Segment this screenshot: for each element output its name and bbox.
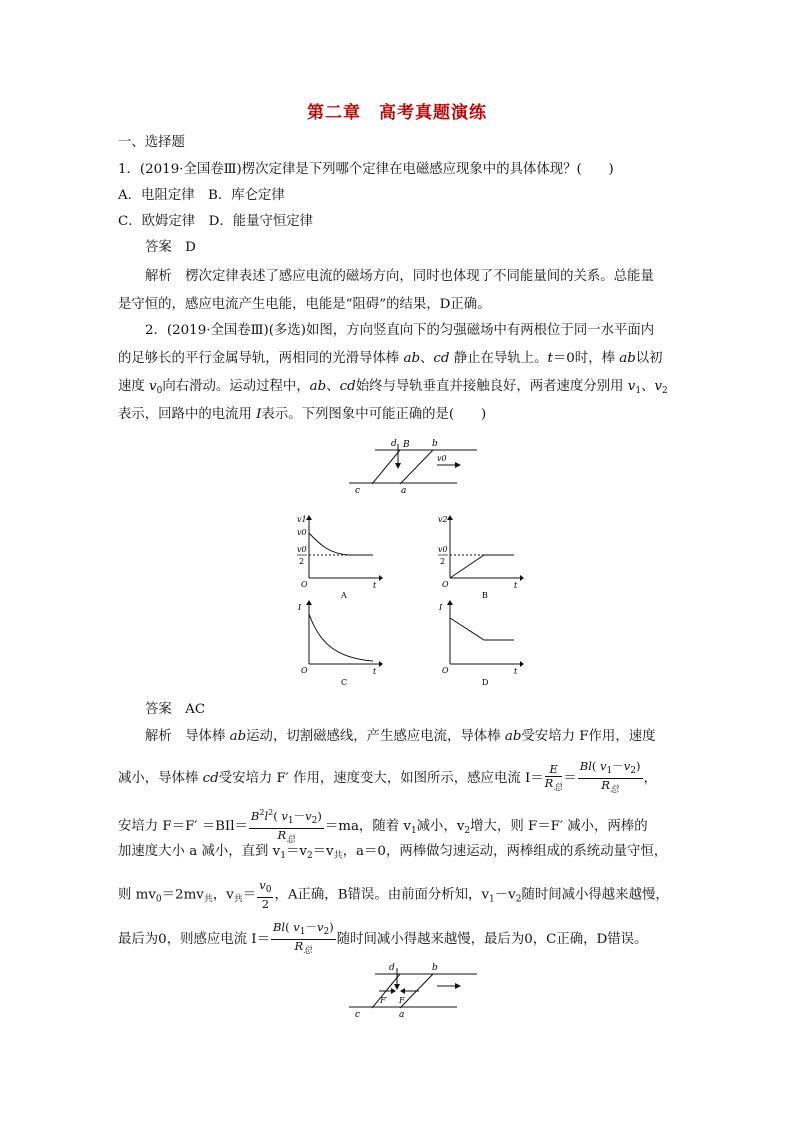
svg-text:O: O xyxy=(442,580,449,589)
label-b: b xyxy=(432,439,438,449)
svg-text:F: F xyxy=(399,996,405,1005)
q2-stem-line4: 表示，回路中的电流用 I表示。下列图象中可能正确的是( ) xyxy=(118,407,487,422)
svg-text:c: c xyxy=(355,1010,361,1020)
graph-a-label: A xyxy=(341,591,347,600)
page-title: 第二章 高考真题演练 xyxy=(307,103,487,123)
q1-analysis-line2: 是守恒的，感应电流产生电能，电能是“阻碍”的结果，D正确。 xyxy=(118,297,491,312)
q1-options-cd: C．欧姆定律 D．能量守恒定律 xyxy=(118,214,314,229)
section-heading: 一、选择题 xyxy=(118,135,185,150)
q2-analysis-line6: 最后为0，则感应电流 I＝ $\frac{Bl( v_1-v_2)}{R_总}$ 随时间减小得越来越慢，最后为0，C正确，D错误。 xyxy=(118,920,648,956)
label-B: B xyxy=(403,440,410,450)
svg-text:t: t xyxy=(514,581,518,590)
svg-text:a: a xyxy=(399,1010,405,1020)
curve-a xyxy=(309,533,373,555)
svg-text:v0: v0 xyxy=(297,545,307,554)
graph-a xyxy=(293,514,383,600)
svg-text:v2: v2 xyxy=(438,515,448,524)
svg-text:O: O xyxy=(442,666,449,675)
svg-text:2: 2 xyxy=(299,557,305,566)
svg-text:t: t xyxy=(514,667,518,676)
label-a: a xyxy=(401,486,407,496)
label-d: d xyxy=(391,439,397,449)
svg-text:O: O xyxy=(301,666,308,675)
svg-text:I: I xyxy=(298,603,302,612)
svg-text:d: d xyxy=(389,963,395,973)
curve-c xyxy=(309,614,373,661)
q2-stem-line1: 2．(2019·全国卷Ⅲ)(多选)如图，方向竖直向下的匀强磁场中有两根位于同一水平面内 xyxy=(145,323,655,338)
graph-b xyxy=(434,514,524,600)
svg-text:b: b xyxy=(432,963,438,973)
curve-d xyxy=(450,618,514,640)
curve-b xyxy=(450,555,514,578)
graph-d-label: D xyxy=(482,678,489,687)
q2-stem-line3: 速度 $v_0$向右滑动。运动过程中，ab、cd始终与导轨垂直并接触良好，两者速度分别用 $v_1$、$v_2$ xyxy=(118,379,668,396)
q2-analysis-line3: 安培力 F＝F′ ＝BIl＝ $\frac{B^2l^2( v_1-v_2)}{R_总}$ ＝ma，随着 $v_1$减小，$v_2$增大，则 F＝F′ 减小，两棒的 xyxy=(118,808,648,845)
rod-ab xyxy=(400,450,433,484)
svg-text:I: I xyxy=(439,603,443,612)
svg-text:O: O xyxy=(301,580,308,589)
svg-text:2: 2 xyxy=(440,557,446,566)
label-c: c xyxy=(355,486,361,496)
q2-answer: 答案 AC xyxy=(145,702,206,717)
q2-analysis-line5: 则 $mv_0=2mv_共$，$v_共=$ $\frac{v_0}{2}$ ，A正确，B错误。由前面分析知，$v_1-v_2$随时间减小得越来越慢， xyxy=(118,878,669,911)
svg-text:v1: v1 xyxy=(297,515,307,524)
graph-c xyxy=(293,600,383,688)
svg-text:t: t xyxy=(373,667,377,676)
label-v0: v0 xyxy=(437,454,447,463)
q1-analysis-line1: 解析 楞次定律表述了感应电流的磁场方向，同时也体现了不同能量间的关系。总能量 xyxy=(145,269,654,284)
svg-text:v0: v0 xyxy=(438,545,448,554)
q1-stem: 1．(2019·全国卷Ⅲ)楞次定律是下列哪个定律在电磁感应现象中的具体体现？( ) xyxy=(118,162,614,177)
q2-stem-line2: 的足够长的平行金属导轨，两相同的光滑导体棒 ab、cd 静止在导轨上。t＝0时，棒 ab以初 xyxy=(118,351,663,366)
q1-answer: 答案 D xyxy=(145,240,196,255)
q2-analysis-line4: 加速度大小 a 减小，直到 $v_1=v_2=v_共$，a＝0，两棒做匀速运动，两棒组成的系统动量守恒， xyxy=(118,844,668,861)
q2-analysis-line2: 减小，导体棒 cd受安培力 F′ 作用，速度变大，如图所示，感应电流 I＝ $\frac{E}{R_总}$ ＝ $\frac{Bl( v_1-v_2)}{R_总}$ ， xyxy=(118,759,657,795)
svg-text:F′: F′ xyxy=(380,996,388,1005)
graph-d xyxy=(434,600,524,688)
rails-force-figure xyxy=(345,960,480,1022)
svg-text:t: t xyxy=(373,581,377,590)
rails-figure xyxy=(345,436,480,496)
rod-cd xyxy=(372,450,400,484)
svg-text:v0: v0 xyxy=(297,528,307,537)
q1-options-ab: A．电阻定律 B．库仑定律 xyxy=(118,188,285,203)
graph-b-label: B xyxy=(482,591,488,600)
graph-c-label: C xyxy=(341,678,348,687)
q2-analysis-line1: 解析 导体棒 ab运动，切割磁感线，产生感应电流，导体棒 ab受安培力 F作用，速度 xyxy=(145,729,656,744)
